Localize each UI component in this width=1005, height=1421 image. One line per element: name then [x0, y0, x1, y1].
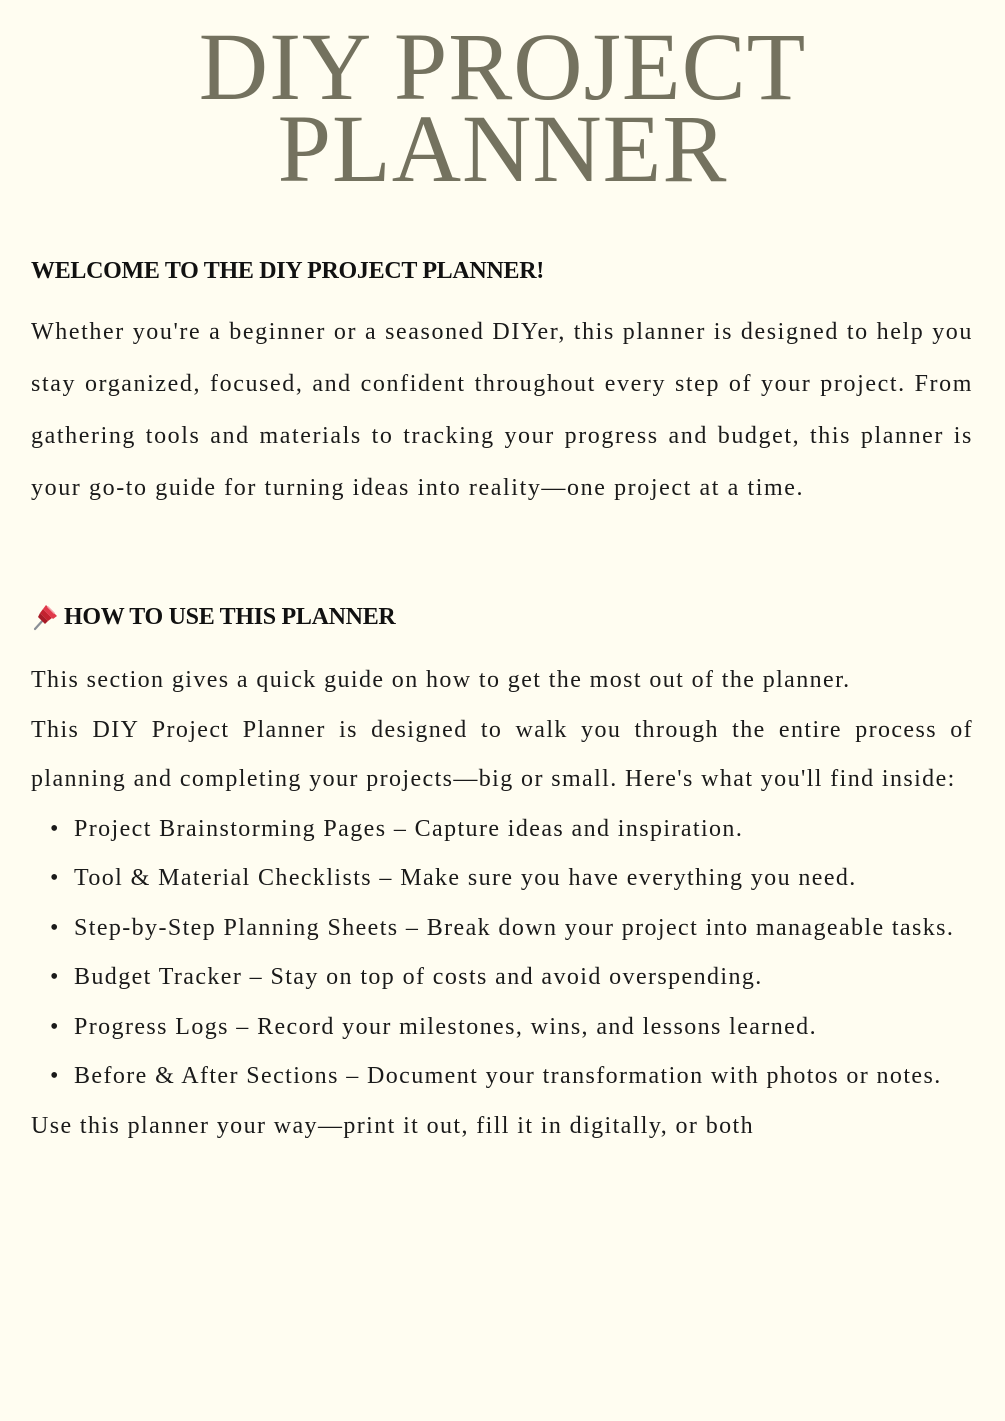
list-item — [31, 805, 973, 855]
bullet: • — [50, 914, 60, 941]
how-to-use-heading-text: HOW TO USE THIS PLANNER — [64, 604, 396, 630]
welcome-heading: WELCOME TO THE DIY PROJECT PLANNER! — [31, 258, 544, 284]
list-item — [31, 904, 973, 954]
bullet: • — [50, 865, 60, 891]
list-item — [31, 1052, 973, 1102]
list-item-text: Progress Logs – Record your milestones, wins, and lessons learned. — [74, 1013, 817, 1040]
list-item-text: Step-by-Step Planning Sheets – Break down your project into manageable tasks. — [74, 914, 955, 941]
page-title — [0, 13, 1005, 202]
closing-line: Use this planner your way—print it out, fill it in digitally, or both — [31, 1112, 754, 1139]
list-item-text: Budget Tracker – Stay on top of costs and avoid overspending. — [74, 964, 763, 990]
welcome-paragraph: Whether you're a beginner or a seasoned DIYer, this planner is designed to help you stay organized, focused, and confident throughout every step of your project. From gathering tools and materials to tracking your progress and budget, this planner is your go-to guide for turning ideas into reality—one project at a time. — [31, 319, 973, 501]
feature-list — [31, 805, 973, 1102]
bullet: • — [50, 964, 60, 990]
pushpin-icon — [31, 602, 61, 632]
how-to-use-section — [31, 656, 973, 1151]
list-item-text: Tool & Material Checklists – Make sure you have everything you need. — [74, 865, 857, 891]
page-title-line-2: PLANNER — [277, 95, 728, 202]
page-title-line-1: DIY PROJECT — [198, 13, 807, 120]
list-item — [31, 854, 973, 904]
list-item-text: Project Brainstorming Pages – Capture ideas and inspiration. — [74, 815, 744, 842]
list-item — [31, 953, 973, 1003]
how-to-use-heading — [31, 602, 395, 632]
list-item-text: Before & After Sections – Document your transformation with photos or notes. — [74, 1063, 942, 1089]
bullet: • — [50, 815, 60, 842]
bullet: • — [50, 1063, 60, 1089]
bullet: • — [50, 1013, 60, 1040]
how-to-intro: This section gives a quick guide on how to get the most out of the planner. — [31, 667, 851, 693]
list-item — [31, 1003, 973, 1053]
how-to-description: This DIY Project Planner is designed to walk you through the entire process of planning and completing your projects—big or small. Here's what you'll find inside: — [31, 716, 973, 792]
